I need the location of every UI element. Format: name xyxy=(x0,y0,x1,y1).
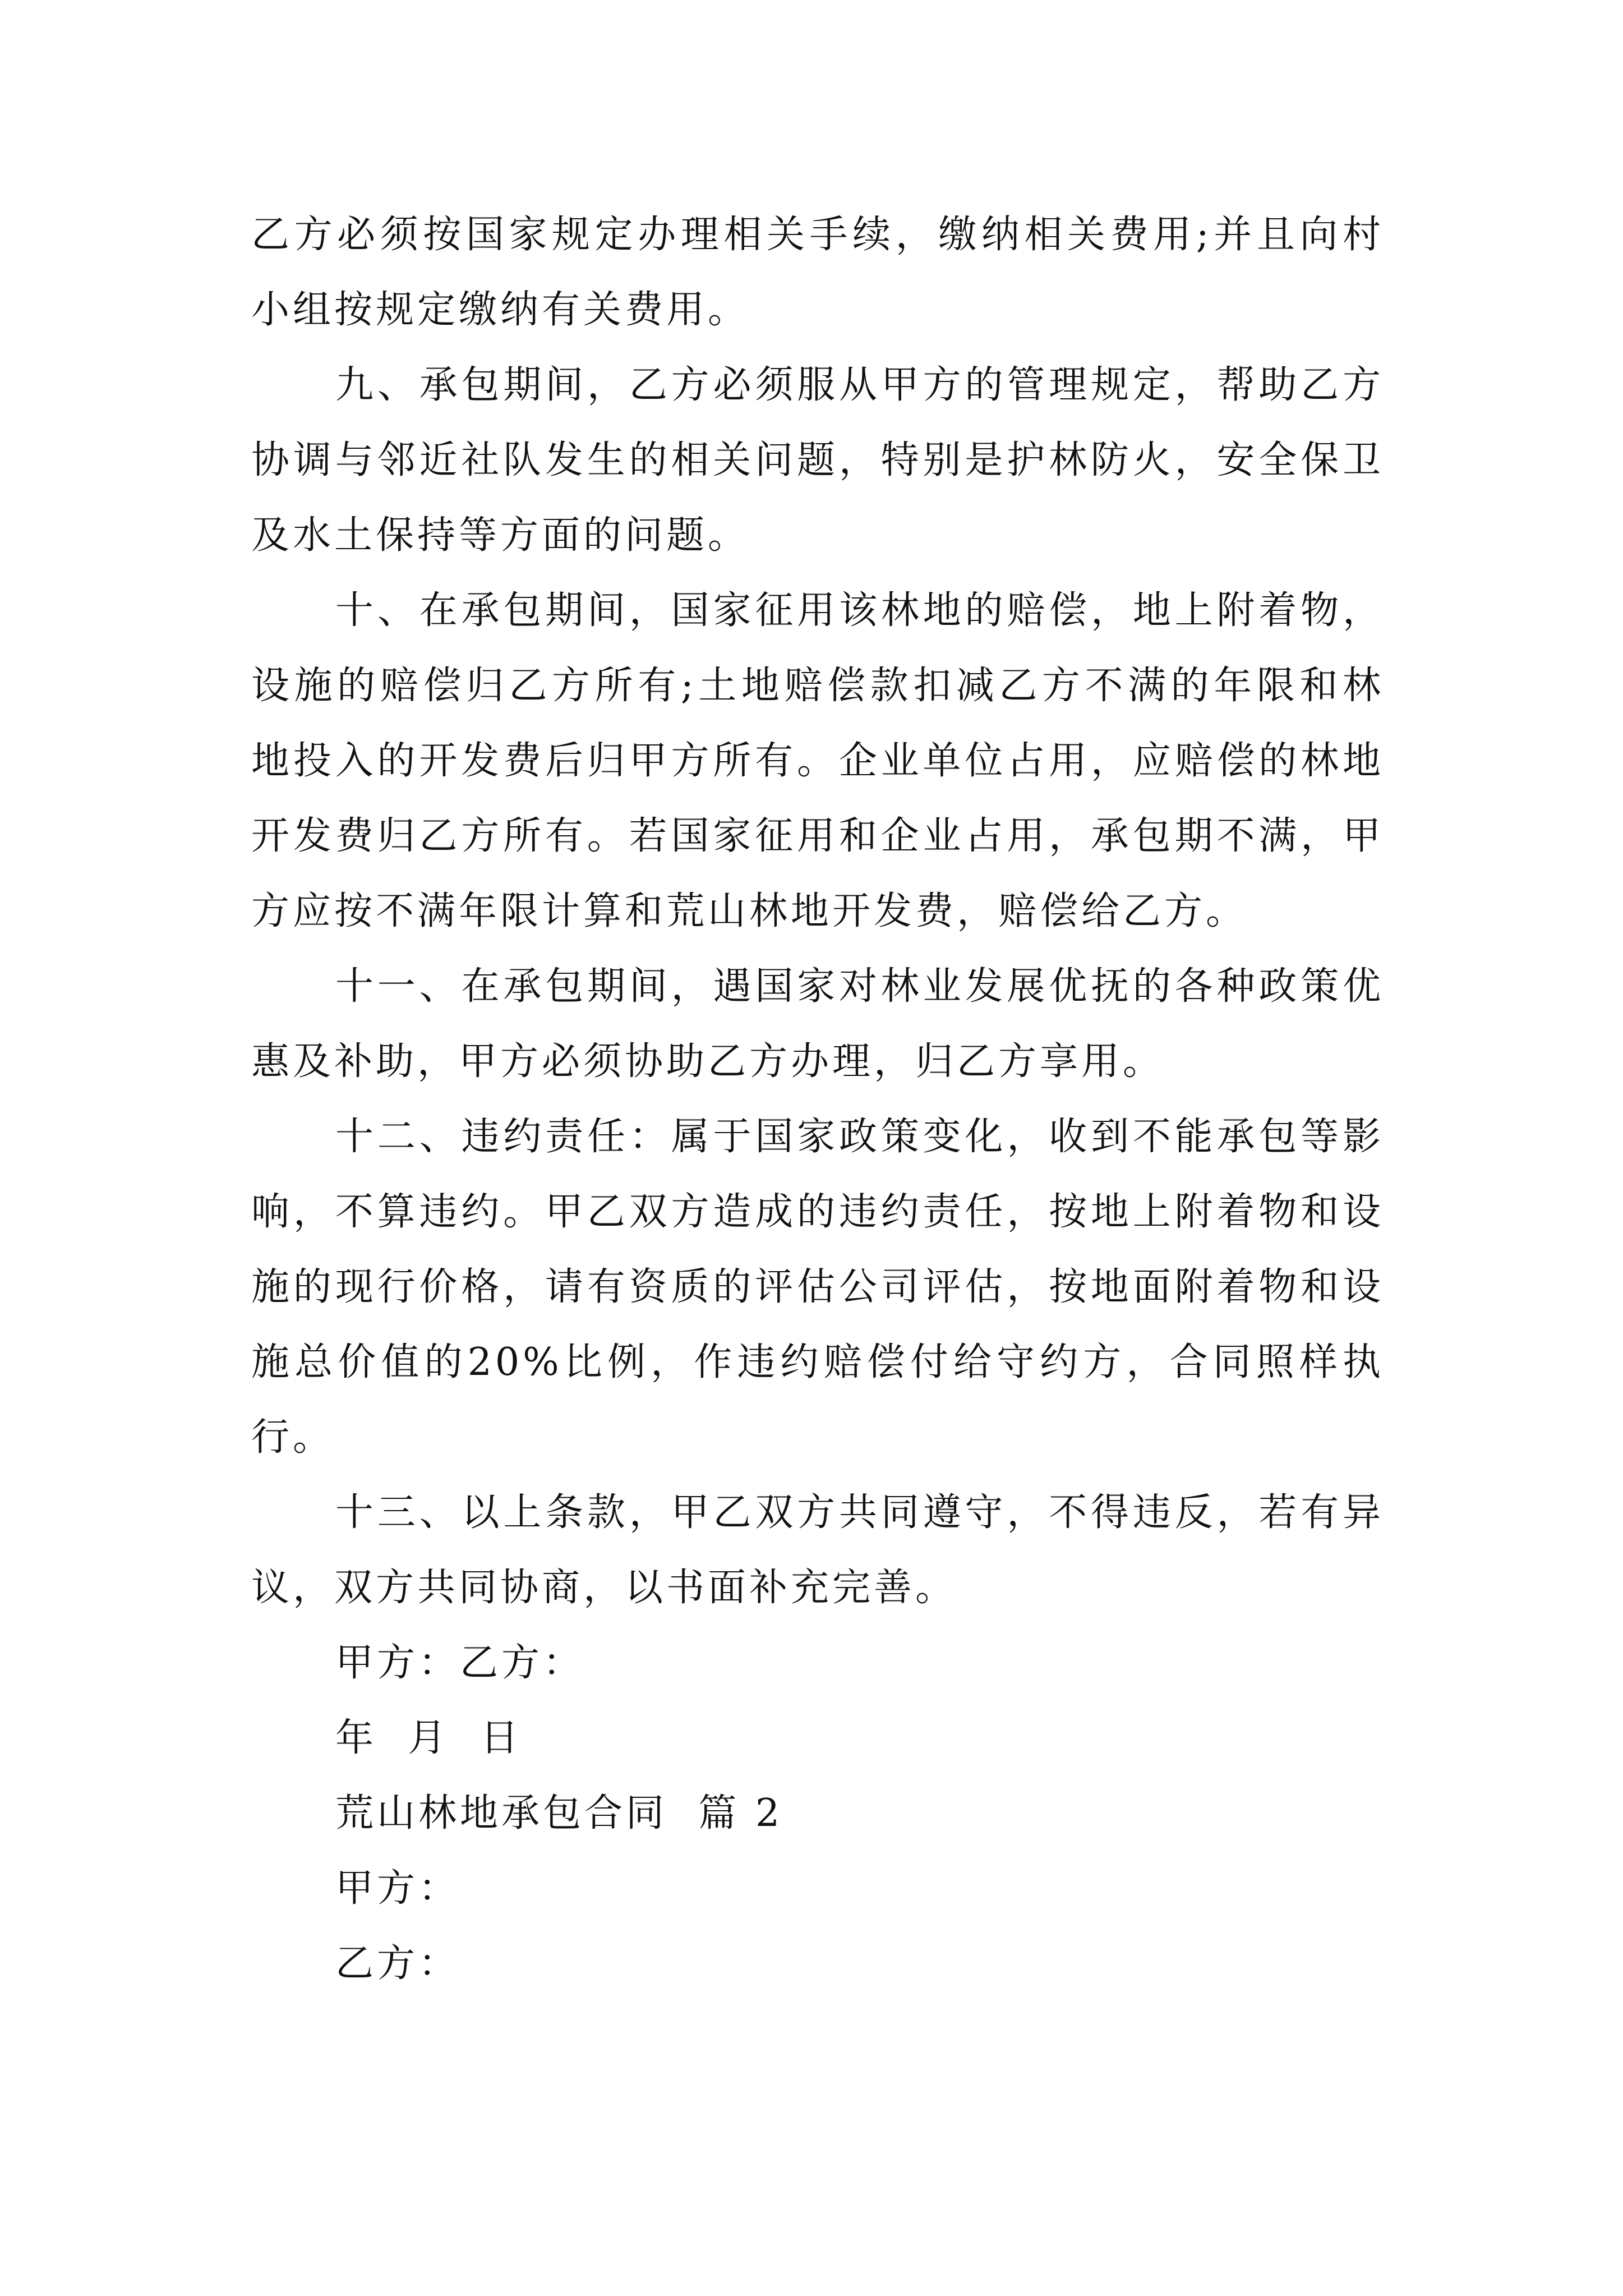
paragraph-fees: 乙方必须按国家规定办理相关手续，缴纳相关费用;并且向村小组按规定缴纳有关费用。 xyxy=(251,213,1384,332)
paragraph-clause-12: 十二、违约责任：属于国家政策变化，收到不能承包等影响，不算违约。甲乙双方造成的违约责任，按地上附着物和设施的现行价格，请有资质的评估公司评估，按地面附着物和设施总价值的20%比例，作违约赔偿付给守约方，合同照样执行。 xyxy=(251,1115,1384,1460)
paragraph-clause-13: 十三、以上条款，甲乙双方共同遵守，不得违反，若有异议，双方共同协商，以书面补充完善。 xyxy=(251,1490,1384,1610)
signature-line: 甲方：乙方： xyxy=(335,1641,585,1685)
party-a-label: 甲方： xyxy=(335,1866,460,1911)
paragraph-clause-9: 九、承包期间，乙方必须服从甲方的管理规定，帮助乙方协调与邻近社队发生的相关问题，特别是护林防火，安全保卫及水土保持等方面的问题。 xyxy=(251,363,1384,558)
paragraph-clause-10: 十、在承包期间，国家征用该林地的赔偿，地上附着物，设施的赔偿归乙方所有;土地赔偿款扣减乙方不满的年限和林地投入的开发费后归甲方所有。企业单位占用，应赔偿的林地开发费归乙方所有。若国家征用和企业占用，承包期不满，甲方应按不满年限计算和荒山林地开发费，赔偿给乙方。 xyxy=(251,588,1384,933)
document-body xyxy=(251,197,1384,2001)
paragraph-clause-11: 十一、在承包期间，遇国家对林业发展优抚的各种政策优惠及补助，甲方必须协助乙方办理，归乙方享用。 xyxy=(251,964,1384,1084)
date-line: 年 月 日 xyxy=(335,1716,522,1760)
section-title: 荒山林地承包合同 篇 2 xyxy=(335,1791,783,1835)
party-b-label: 乙方： xyxy=(335,1941,460,1986)
